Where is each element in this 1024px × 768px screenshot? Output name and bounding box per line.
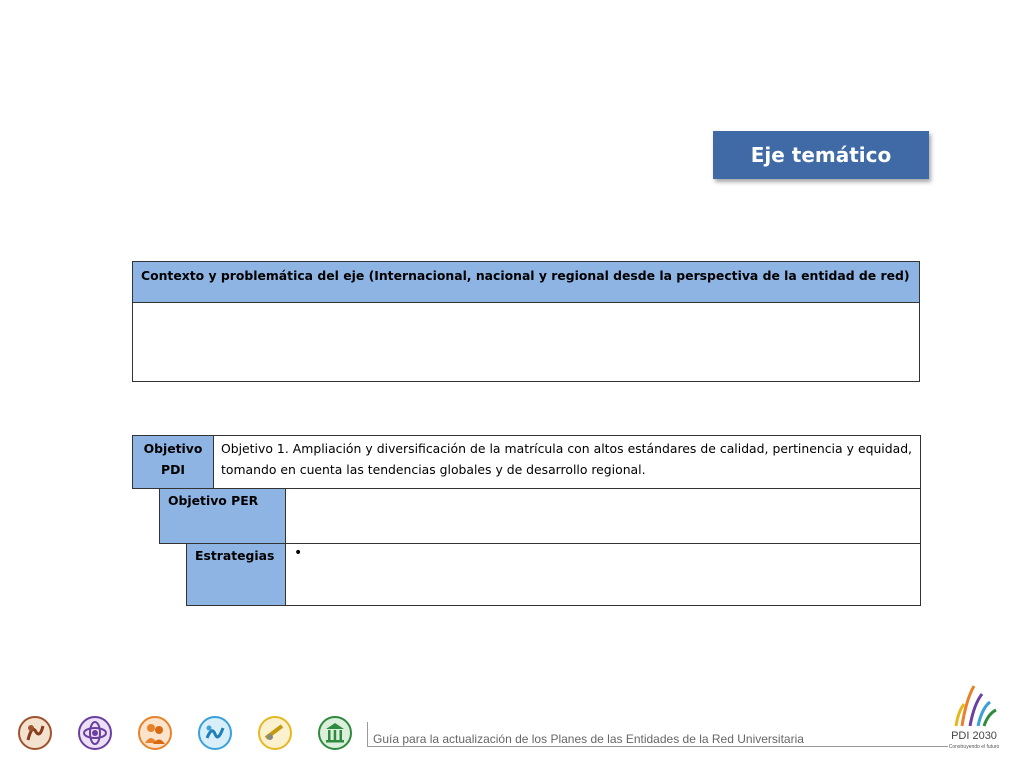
arts-icon: [18, 716, 52, 750]
context-table: [132, 261, 920, 382]
estrategias-bullet: •: [294, 545, 303, 561]
objetivo-per-value: [285, 488, 921, 544]
footer-guide-text: Guía para la actualización de los Planes de las Entidades de la Red Universitaria: [373, 732, 804, 746]
pdi-logo-icon: [944, 682, 1004, 730]
objetivo-pdi-label: Objetivo PDI: [132, 435, 214, 489]
context-table-header: Contexto y problemática del eje (Internacional, nacional y regional desde la perspectiva de la entidad de red): [133, 262, 919, 303]
science-icon: [78, 716, 112, 750]
context-table-body: [133, 303, 919, 381]
footer-rule: [368, 746, 948, 747]
estrategias-value: [285, 543, 921, 606]
health-icon: [198, 716, 232, 750]
footer-divider: [367, 722, 368, 747]
museum-icon: [318, 716, 352, 750]
page-title: Eje temático: [713, 131, 929, 179]
objetivo-pdi-text: Objetivo 1. Ampliación y diversificación de la matrícula con altos estándares de calidad, pertinencia y equidad, tomando en cuenta las tendencias globales y de desarrollo regional.: [213, 435, 921, 489]
globe-icon: [258, 716, 292, 750]
objetivo-per-label: Objetivo PER: [159, 488, 286, 544]
people-icon: [138, 716, 172, 750]
logo-name: PDI 2030: [951, 730, 997, 742]
estrategias-label: Estrategias: [186, 543, 286, 606]
logo-tagline: Construyendo el futuro: [948, 744, 1000, 750]
pdi-logo: [944, 682, 1004, 762]
